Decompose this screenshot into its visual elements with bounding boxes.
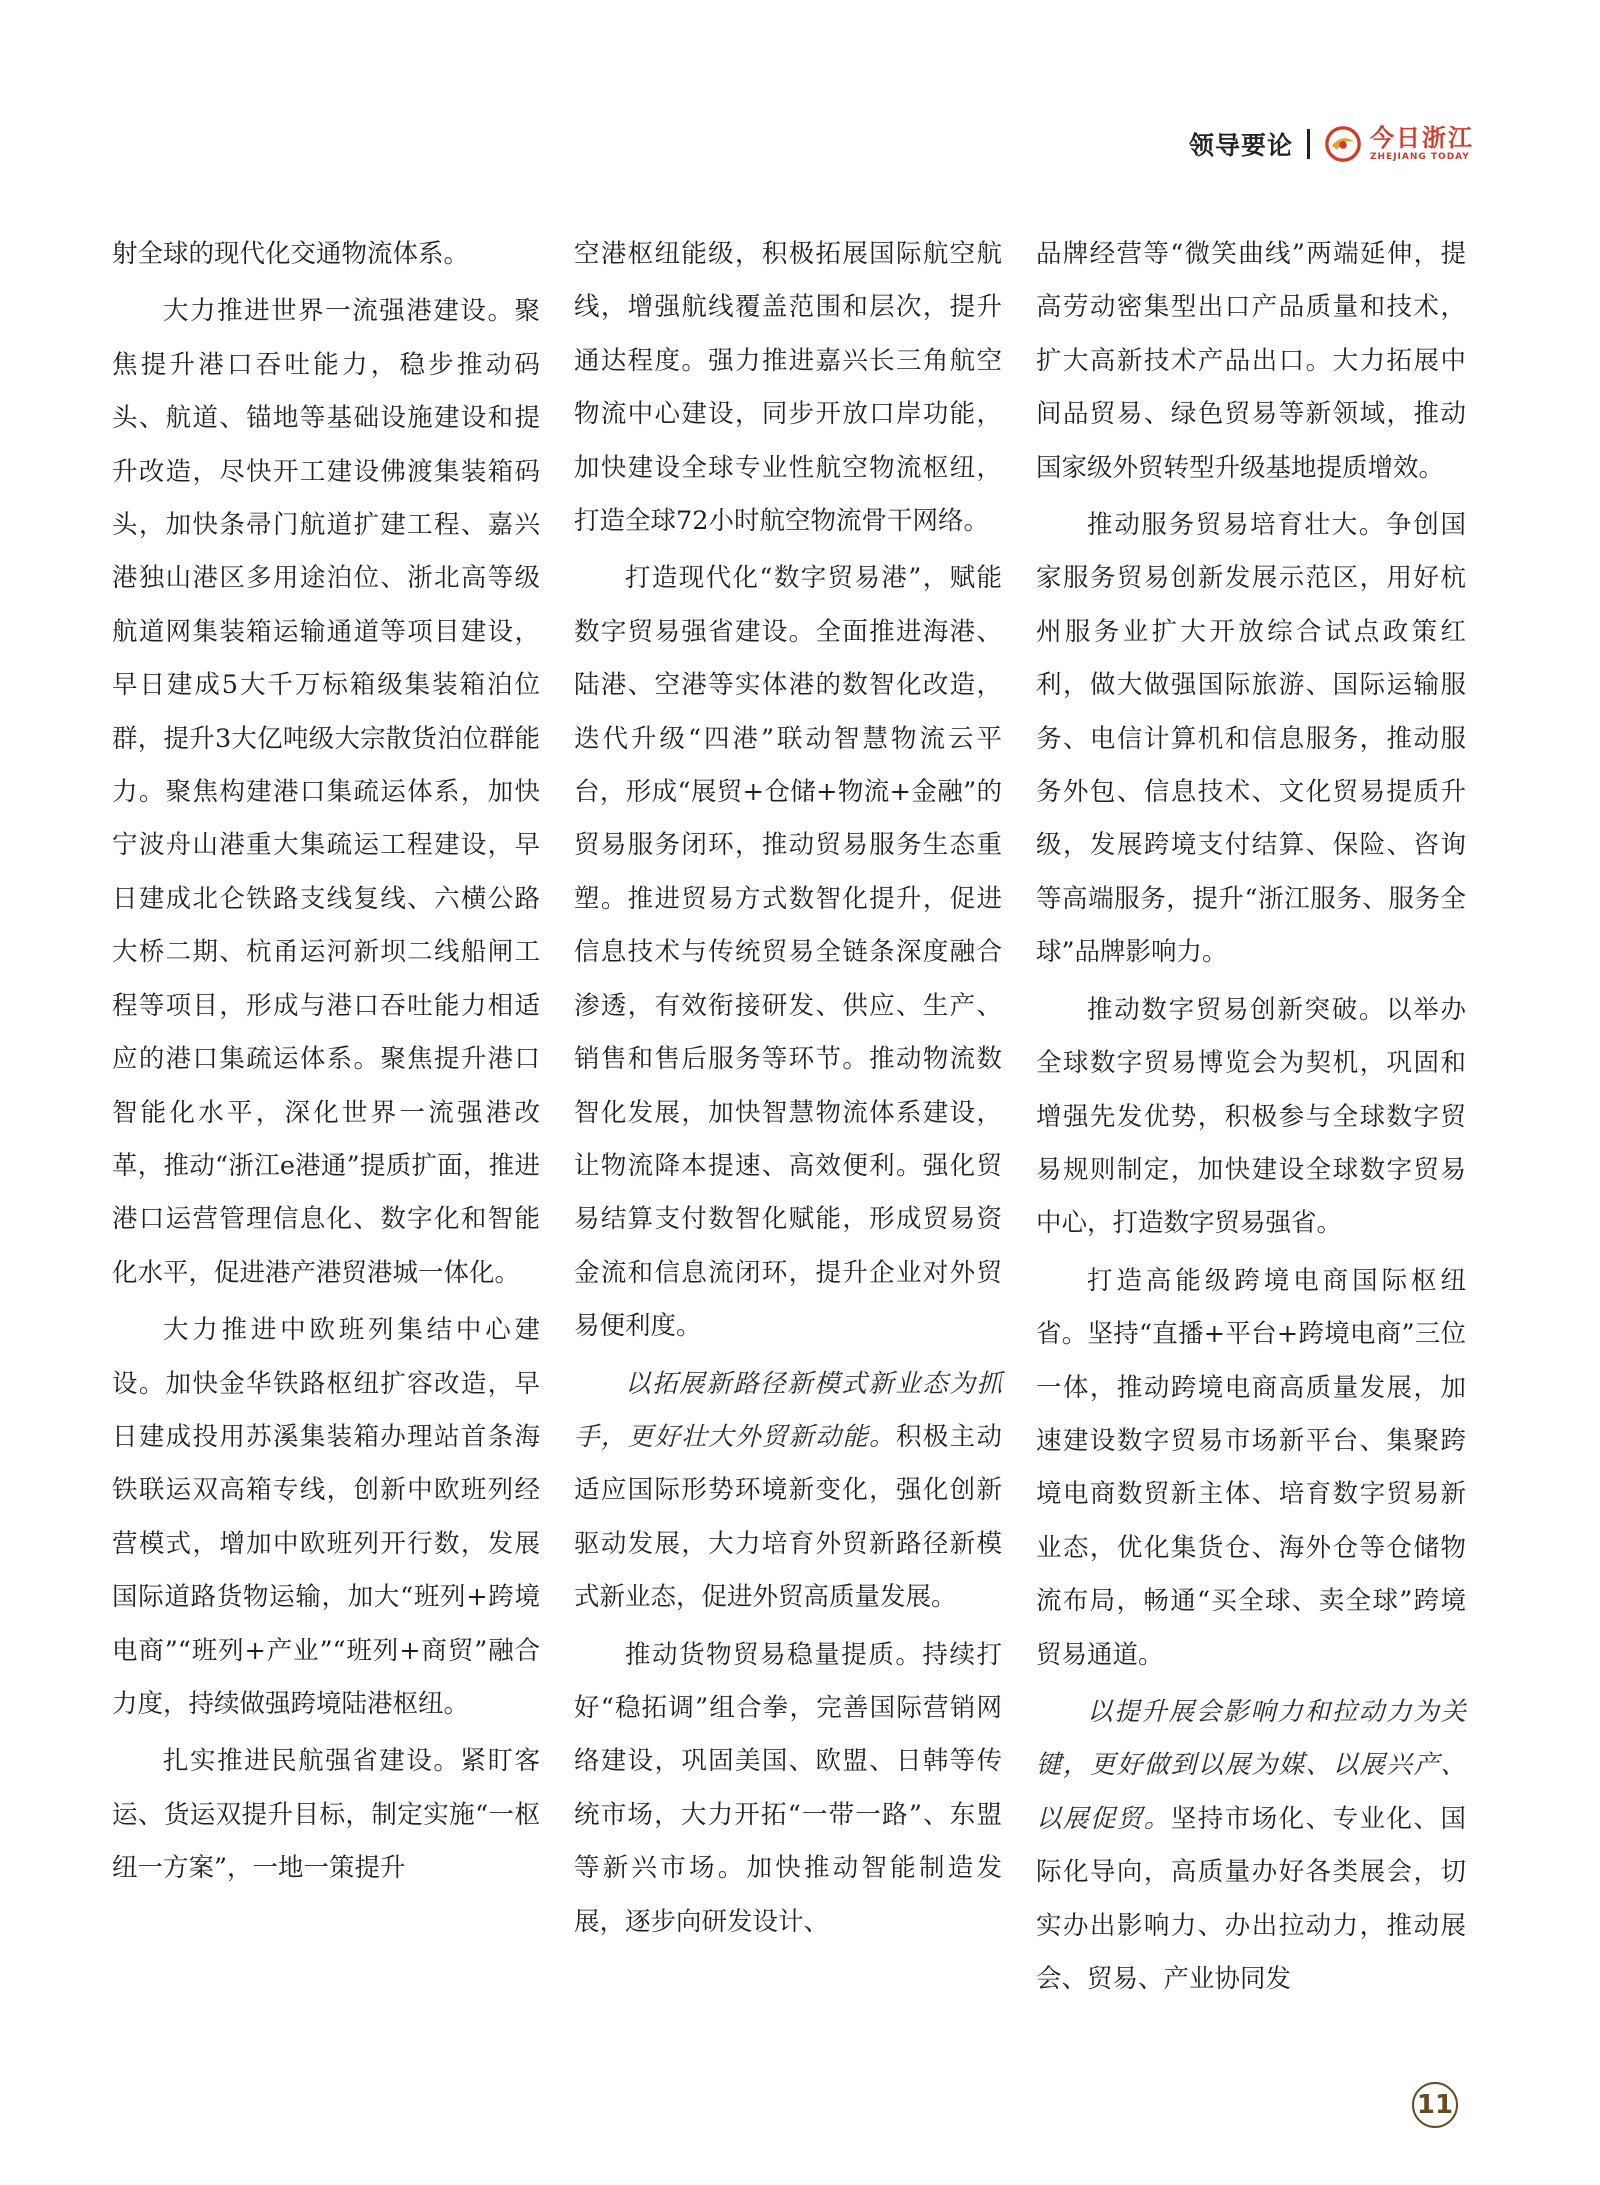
emphasis-lead: 以拓展新路径新模式新业态为抓手，更好壮大外贸新动能。 xyxy=(574,1368,1002,1452)
paragraph: 大力推进中欧班列集结中心建设。加快金华铁路枢纽扩容改造，早日建成投用苏溪集装箱办理站首条海铁联运双高箱专线，创新中欧班列经营模式，增加中欧班列开行数，发展国际道路货物运输，加大“班列+跨境电商”“班列+产业”“班列+商贸”融合力度，持续做强跨境陆港枢纽。 xyxy=(112,1315,540,1719)
paragraph-body: 积极主动适应国际形势环境新变化，强化创新驱动发展，大力培育外贸新路径新模式新业态，促进外贸高质量发展。 xyxy=(574,1421,1002,1613)
article-column-3 xyxy=(1036,228,1466,2010)
paragraph: 品牌经营等“微笑曲线”两端延伸，提高劳动密集型出口产品质量和技术，扩大高新技术产品出口。大力拓展中间品贸易、绿色贸易等新领域，推动国家级外贸转型升级基地提质增效。 xyxy=(1036,239,1466,483)
logo-text xyxy=(1370,123,1474,162)
paragraph: 空港枢纽能级，积极拓展国际航空航线，增强航线覆盖范围和层次，提升通达程度。强力推进嘉兴长三角航空物流中心建设，同步开放口岸功能，加快建设全球专业性航空物流枢纽，打造全球72小时航空物流骨干网络。 xyxy=(574,239,1002,537)
header-divider xyxy=(1307,129,1310,159)
paragraph: 大力推进世界一流强港建设。聚焦提升港口吞吐能力，稳步推动码头、航道、锚地等基础设施建设和提升改造，尽快开工建设佛渡集装箱码头，加快条帚门航道扩建工程、嘉兴港独山港区多用途泊位、浙北高等级航道网集装箱运输通道等项目建设，早日建成5大千万标箱级集装箱泊位群，提升3大亿吨级大宗散货泊位群能力。聚焦构建港口集疏运体系，加快宁波舟山港重大集疏运工程建设，早日建成北仑铁路支线复线、六横公路大桥二期、杭甬运河新坝二线船闸工程等项目，形成与港口吞吐能力相适应的港口集疏运体系。聚焦提升港口智能化水平，深化世界一流强港改革，推动“浙江e港通”提质扩面，推进港口运营管理信息化、数字化和智能化水平，促进港产港贸港城一体化。 xyxy=(112,296,540,1288)
paragraph: 打造高能级跨境电商国际枢纽省。坚持“直播+平台+跨境电商”三位一体，推动跨境电商高质量发展，加速建设数字贸易市场新平台、集聚跨境电商数贸新主体、培育数字贸易新业态，优化集货仓、海外仓等仓储物流布局，畅通“买全球、卖全球”跨境贸易通道。 xyxy=(1036,1265,1466,1670)
magazine-logo xyxy=(1324,125,1474,163)
emphasis-paragraph xyxy=(574,1358,1002,1625)
paragraph: 推动数字贸易创新突破。以举办全球数字贸易博览会为契机，巩固和增强先发优势，积极参与全球数字贸易规则制定，加快建设全球数字贸易中心，打造数字贸易强省。 xyxy=(1036,994,1466,1239)
paragraph: 射全球的现代化交通物流体系。 xyxy=(112,239,470,269)
page-number: 11 xyxy=(1412,2082,1458,2128)
paragraph-body: 坚持市场化、专业化、国际化导向，高质量办好各类展会，切实办出影响力、办出拉动力，推动展会、贸易、产业协同发 xyxy=(1036,1803,1466,1994)
page-header xyxy=(1189,118,1474,170)
emphasis-paragraph xyxy=(1036,1686,1466,2006)
paragraph: 推动服务贸易培育壮大。争创国家服务贸易创新发展示范区，用好杭州服务业扩大开放综合试点政策红利，做大做强国际旅游、国际运输服务、电信计算机和信息服务，推动服务外包、信息技术、文化贸易提质升级，发展跨境支付结算、保险、咨询等高端服务，提升“浙江服务、服务全球”品牌影响力。 xyxy=(1036,510,1466,968)
article-column-1 xyxy=(112,228,540,1900)
logo-english-name: ZHEJIANG TODAY xyxy=(1370,152,1470,162)
emphasis-lead: 以提升展会影响力和拉动力为关键，更好做到以展为媒、以展兴产、以展促贸。 xyxy=(1036,1696,1466,1834)
section-label: 领导要论 xyxy=(1188,131,1293,160)
logo-chinese-name: 今日浙江 xyxy=(1370,123,1474,152)
paragraph: 扎实推进民航强省建设。紧盯客运、货运双提升目标，制定实施“一枢纽一方案”，一地一策提升 xyxy=(112,1746,540,1884)
paragraph: 打造现代化“数字贸易港”，赋能数字贸易强省建设。全面推进海港、陆港、空港等实体港的数智化改造，迭代升级“四港”联动智慧物流云平台，形成“展贸+仓储+物流+金融”的贸易服务闭环，推动贸易服务生态重塑。推进贸易方式数智化提升，促进信息技术与传统贸易全链条深度融合渗透，有效衔接研发、供应、生产、销售和售后服务等环节。推动物流数智化发展，加快智慧物流体系建设，让物流降本提速、高效便利。强化贸易结算支付数智化赋能，形成贸易资金流和信息流闭环，提升企业对外贸易便利度。 xyxy=(574,563,1002,1342)
paragraph: 推动货物贸易稳量提质。持续打好“稳拓调”组合拳，完善国际营销网络建设，巩固美国、欧盟、日韩等传统市场，大力开拓“一带一路”、东盟等新兴市场。加快推动智能制造发展，逐步向研发设计、 xyxy=(574,1639,1002,1937)
logo-swirl-icon xyxy=(1324,125,1362,163)
article-column-2 xyxy=(574,228,1002,1953)
